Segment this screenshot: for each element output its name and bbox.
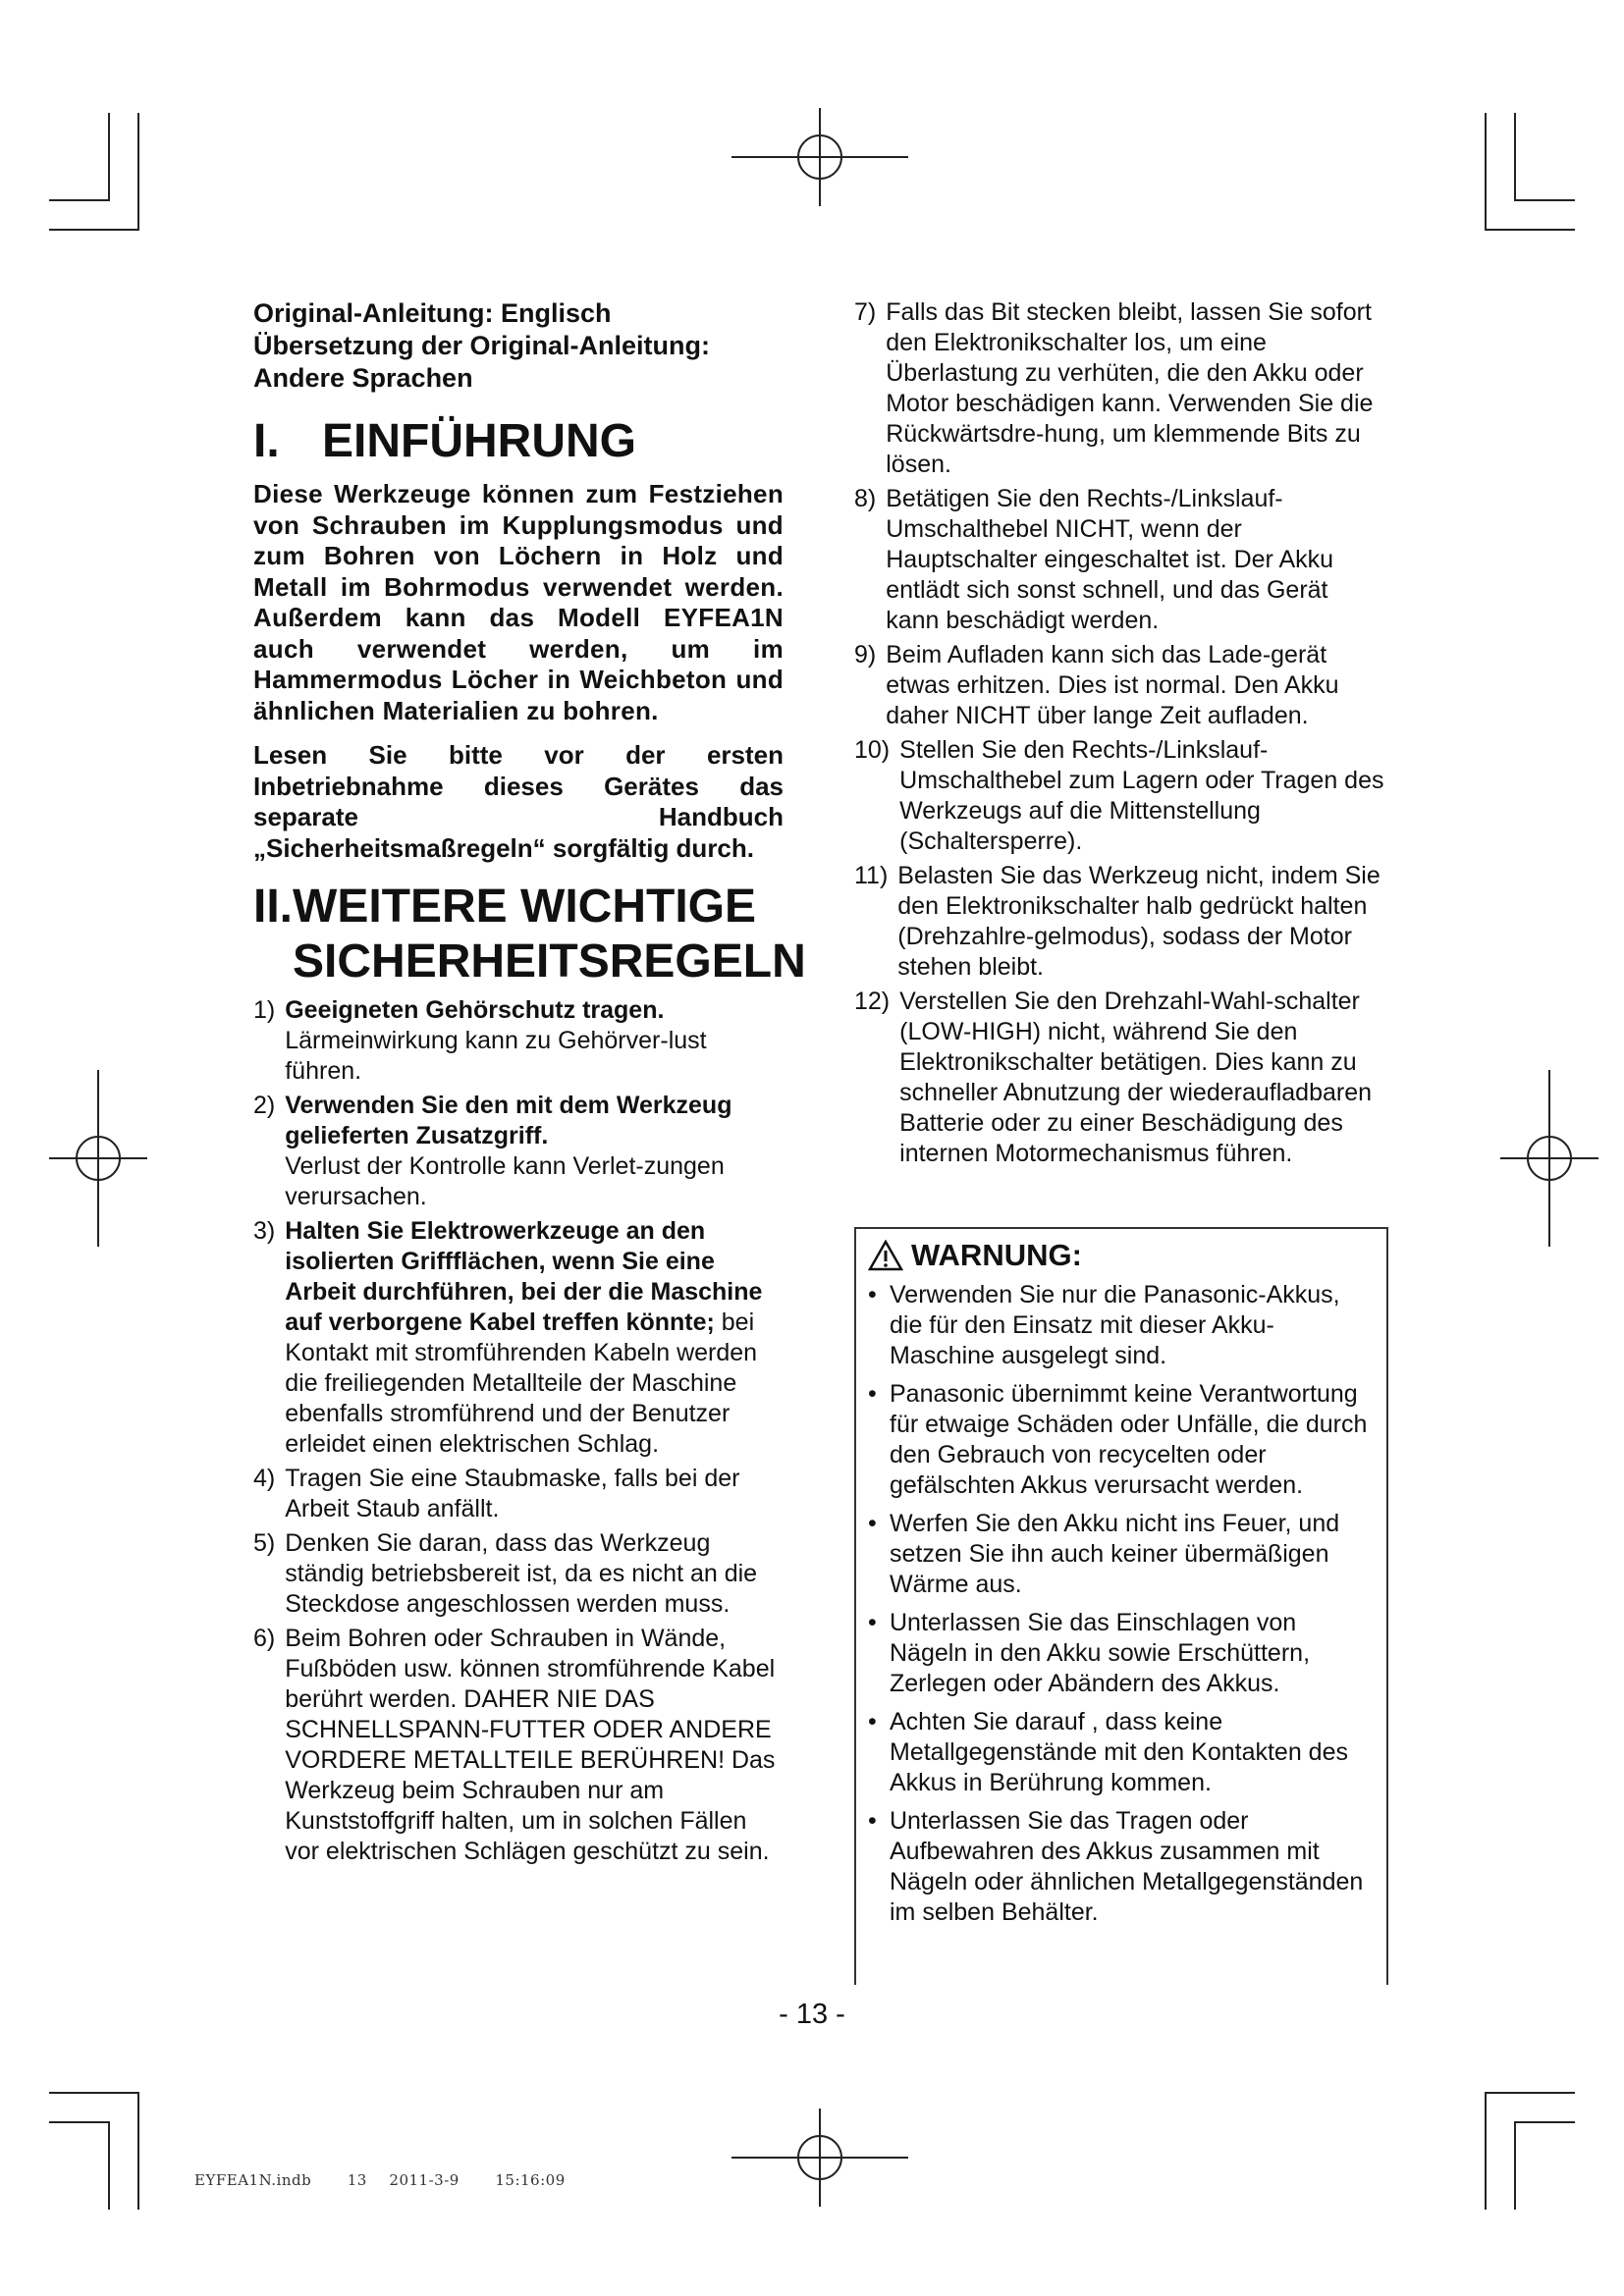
item-number: 9) [854, 641, 877, 668]
item-bold-text: Halten Sie Elektrowerkzeuge an den isolierten Griffflächen, wenn Sie eine Arbeit durchführen, bei der die Maschine auf verborgene Kabel treffen könnte; [285, 1217, 763, 1336]
item-text [285, 995, 784, 1087]
item-number: 2) [253, 1092, 276, 1119]
section-number: I. [253, 415, 280, 467]
item-number: 10) [854, 736, 891, 764]
bullet-text: Verwenden Sie nur die Panasonic-Akkus, die für den Einsatz mit dieser Akku-Maschine ausgelegt sind. [890, 1281, 1340, 1369]
list-item [253, 1464, 784, 1524]
warning-triangle-icon [868, 1240, 903, 1271]
footer-time: 15:16:09 [495, 2171, 566, 2189]
bullet-dot: • [868, 1609, 877, 1636]
item-body-text: Betätigen Sie den Rechts-/Linkslauf- Umschalthebel NICHT, wenn der Hauptschalter eingeschaltet ist. Der Akku entlädt sich sonst schnell, und das Gerät kann beschädigt werden. [886, 485, 1334, 634]
bullet-dot: • [868, 1281, 877, 1308]
item-body-text: bei Kontakt mit stromführenden Kabeln werden die freiliegenden Metallteile der Maschine ebenfalls stromführend und der Benutzer erleidet einen elektrischen Schlag. [285, 1308, 758, 1458]
print-footer [194, 2171, 566, 2189]
registration-mark-right [1500, 1070, 1598, 1247]
intro-paragraph: Diese Werkzeuge können zum Festziehen von Schrauben im Kupplungsmodus und zum Bohren von Löchern in Holz und Metall im Bohrmodus verwendet werden. Außerdem kann das Modell EYFEA1N auch verwendet werden, um im Hammermodus Löcher in Weichbeton und ähnlichen Materialien zu bohren. [253, 479, 784, 725]
section-title-line: SICHERHEITSREGELN [293, 935, 806, 988]
item-text [285, 1091, 784, 1212]
footer-filename: EYFEA1N.indb [194, 2171, 312, 2189]
item-body-text: Lärmeinwirkung kann zu Gehörver-lust führen. [285, 1027, 707, 1085]
warning-bullet [868, 1379, 1375, 1501]
warning-bullet [868, 1707, 1375, 1798]
page-number: - 13 - [779, 1999, 845, 2030]
item-number: 12) [854, 988, 891, 1015]
language-line: Übersetzung der Original-Anleitung: [253, 331, 711, 360]
item-text [285, 1216, 784, 1460]
item-body-text: Stellen Sie den Rechts-/Linkslauf- Umschalthebel zum Lagern oder Tragen des Werkzeugs auf die Mittenstellung (Schaltersperre). [899, 736, 1384, 855]
item-body-text: Denken Sie daran, dass das Werkzeug ständig betriebsbereit ist, da es nicht an die Steckdose angeschlossen werden muss. [285, 1529, 758, 1618]
bullet-text: Unterlassen Sie das Einschlagen von Nägeln in den Akku sowie Erschüttern, Zerlegen oder Abändern des Akkus. [890, 1609, 1311, 1697]
warning-bullet [868, 1509, 1375, 1600]
right-column [854, 297, 1384, 1169]
item-body-text: Tragen Sie eine Staubmaske, falls bei der Arbeit Staub anfällt. [285, 1465, 740, 1522]
left-column [253, 297, 806, 1867]
item-body-text: Falls das Bit stecken bleibt, lassen Sie sofort den Elektronikschalter los, um eine Überlastung zu verhüten, die den Akku oder Motor beschädigen kann. Verwenden Sie die Rückwärtsdre-hung, um klemmende Bits zu lösen. [886, 298, 1374, 478]
warning-bullet [868, 1608, 1375, 1699]
list-item [854, 484, 1384, 636]
list-item [854, 297, 1384, 480]
item-number: 4) [253, 1465, 276, 1492]
item-number: 3) [253, 1217, 276, 1245]
list-item [854, 735, 1384, 857]
item-number: 6) [253, 1625, 276, 1652]
section-heading-safety-rules [253, 880, 806, 989]
bullet-dot: • [868, 1807, 877, 1835]
language-line: Original-Anleitung: Englisch [253, 298, 612, 328]
list-item [854, 987, 1384, 1169]
bullet-text: Werfen Sie den Akku nicht ins Feuer, und setzen Sie ihn auch keiner übermäßigen Wärme aus. [890, 1510, 1340, 1598]
section-number: II. [253, 881, 294, 933]
section-title: EINFÜHRUNG [322, 415, 636, 467]
section-title-line: WEITERE WICHTIGE [293, 881, 756, 933]
safety-rules-list [253, 995, 784, 1867]
item-body-text: Beim Aufladen kann sich das Lade-gerät etwas erhitzen. Dies ist normal. Den Akku daher NICHT über lange Zeit aufladen. [886, 641, 1339, 729]
language-notice [253, 297, 784, 395]
list-item [253, 1624, 784, 1867]
list-item [854, 861, 1384, 983]
safety-manual-notice: Lesen Sie bitte vor der ersten Inbetriebnahme dieses Gerätes das separate Handbuch „Sicherheitsmaßregeln“ sorgfältig durch. [253, 740, 784, 863]
warning-bullet [868, 1280, 1375, 1371]
item-number: 7) [854, 298, 877, 326]
safety-rules-list-continued [854, 297, 1384, 1169]
list-item [253, 995, 784, 1087]
item-number: 5) [253, 1529, 276, 1557]
list-item [253, 1528, 784, 1620]
footer-date: 2011-3-9 [389, 2171, 460, 2189]
item-number: 8) [854, 485, 877, 512]
section-title [293, 880, 806, 989]
item-body-text: Verlust der Kontrolle kann Verlet-zungen verursachen. [285, 1152, 725, 1210]
bullet-text: Achten Sie darauf , dass keine Metallgegenstände mit den Kontakten des Akkus in Berührung kommen. [890, 1708, 1348, 1796]
item-body-text: Beim Bohren oder Schrauben in Wände, Fußböden usw. können stromführende Kabel berührt werden. DAHER NIE DAS SCHNELLSPANN-FUTTER ODER ANDERE VORDERE METALLTEILE BERÜHREN! Das Werkzeug beim Schrauben nur am Kunststoffgriff halten, um in solchen Fällen vor elektrischen Schlägen geschützt zu sein. [285, 1625, 776, 1865]
bullet-dot: • [868, 1510, 877, 1537]
warning-bullet [868, 1806, 1375, 1928]
bullet-text: Unterlassen Sie das Tragen oder Aufbewahren des Akkus zusammen mit Nägeln oder ähnlichen Metallgegenständen im selben Behälter. [890, 1807, 1364, 1926]
list-item [253, 1216, 784, 1460]
section-heading-introduction [253, 414, 784, 469]
registration-mark-top [731, 108, 908, 206]
list-item [253, 1091, 784, 1212]
item-body-text: Verstellen Sie den Drehzahl-Wahl-schalter (LOW-HIGH) nicht, während Sie den Elektronikschalter betätigen. Dies kann zu schneller Abnutzung der wiederaufladbaren Batterie oder zu einer Beschädigung des internen Motormechanismus führen. [899, 988, 1373, 1167]
item-number: 11) [854, 862, 889, 889]
warning-heading [868, 1237, 1375, 1274]
item-bold-text: Geeigneten Gehörschutz tragen. [285, 996, 665, 1024]
language-line: Andere Sprachen [253, 363, 473, 393]
warning-title: WARNUNG: [911, 1238, 1082, 1272]
bullet-dot: • [868, 1380, 877, 1408]
item-number: 1) [253, 996, 276, 1024]
item-bold-text: Verwenden Sie den mit dem Werkzeug gelieferten Zusatzgriff. [285, 1092, 732, 1149]
bullet-dot: • [868, 1708, 877, 1735]
warning-box [854, 1227, 1388, 1985]
registration-mark-left [49, 1070, 147, 1247]
item-body-text: Belasten Sie das Werkzeug nicht, indem Sie den Elektronikschalter halb gedrückt halten (Drehzahlre-gelmodus), sodass der Motor stehen bleibt. [897, 862, 1380, 981]
bullet-text: Panasonic übernimmt keine Verantwortung für etwaige Schäden oder Unfälle, die durch den Gebrauch von recycelten oder gefälschten Akkus verursacht werden. [890, 1380, 1368, 1499]
footer-page: 13 [347, 2171, 367, 2189]
registration-mark-bottom [731, 2109, 908, 2207]
list-item [854, 640, 1384, 731]
